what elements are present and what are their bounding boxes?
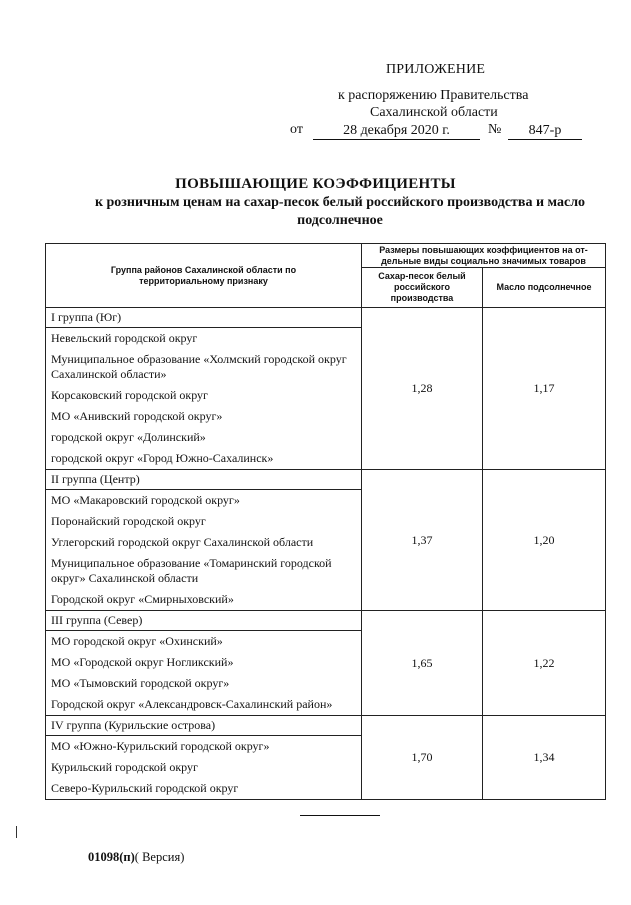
group-row <box>46 611 606 631</box>
sugar-coefficient: 1,37 <box>362 470 483 611</box>
groups-body <box>46 308 606 800</box>
document-code-number: 01098(п) <box>88 850 135 864</box>
district-item: городской округ «Город Южно-Сахалинск» <box>51 451 274 465</box>
district-item: МО «Тымовский городской округ» <box>51 676 230 690</box>
header-sunflower-oil-text: Масло подсолнечное <box>496 282 592 292</box>
district-item: Муниципальное образование «Холмский городской округ Сахалинской области» <box>51 352 347 381</box>
district-item: Курильский городской округ <box>51 760 198 774</box>
group-name: I группа (Юг) <box>46 308 362 328</box>
coefficients-table <box>45 243 606 800</box>
district-item: МО «Анивский городской округ» <box>51 409 223 423</box>
number-label: № <box>488 122 502 137</box>
header-sugar <box>362 268 483 308</box>
group-row <box>46 716 606 736</box>
sunflower-oil-coefficient: 1,34 <box>483 716 606 800</box>
district-item: МО «Южно-Курильский городской округ» <box>51 739 270 753</box>
district-item: Корсаковский городской округ <box>51 388 208 402</box>
footer-divider <box>300 815 380 816</box>
sugar-coefficient: 1,70 <box>362 716 483 800</box>
document-subtitle: к розничным ценам на сахар-песок белый российского производства и масло подсолнечное <box>94 195 586 228</box>
sunflower-oil-coefficient: 1,20 <box>483 470 606 611</box>
group-name: IV группа (Курильские острова) <box>46 716 362 736</box>
appendix-title: ПРИЛОЖЕНИЕ <box>386 62 486 77</box>
group-districts <box>46 736 362 800</box>
sunflower-oil-coefficient: 1,17 <box>483 308 606 470</box>
district-item: городской округ «Долинский» <box>51 430 206 444</box>
header-district-group-text: Группа районов Сахалинской области по территориальному признаку <box>110 264 297 286</box>
district-item: Городской округ «Александровск-Сахалинский район» <box>51 697 333 711</box>
order-date-number-row <box>290 122 590 142</box>
group-row <box>46 470 606 490</box>
district-item: МО городской округ «Охинский» <box>51 634 223 648</box>
date-label: от <box>290 122 303 137</box>
district-item: Углегорский городской округ Сахалинской области <box>51 535 314 549</box>
district-item: Городской округ «Смирныховский» <box>51 592 234 606</box>
order-number: 847-р <box>508 122 582 140</box>
group-districts <box>46 328 362 470</box>
group-districts <box>46 631 362 716</box>
group-row <box>46 308 606 328</box>
header-sugar-text: Сахар-песок белый российского производства <box>378 271 466 303</box>
document-version: ( Версия) <box>134 850 185 864</box>
district-item: МО «Городской округ Ногликский» <box>51 655 234 669</box>
appendix-reference-line: к распоряжению Правительства <box>338 88 529 103</box>
document-code <box>88 850 184 865</box>
district-item: Муниципальное образование «Томаринский городской округ» Сахалинской области <box>51 556 332 585</box>
document-title: ПОВЫШАЮЩИЕ КОЭФФИЦИЕНТЫ <box>175 176 456 192</box>
sunflower-oil-coefficient: 1,22 <box>483 611 606 716</box>
sugar-coefficient: 1,65 <box>362 611 483 716</box>
scan-mark <box>16 826 17 838</box>
header-sunflower-oil <box>483 268 606 308</box>
sugar-coefficient: 1,28 <box>362 308 483 470</box>
header-coefficient-sizes <box>362 244 606 268</box>
district-item: Северо-Курильский городской округ <box>51 781 239 795</box>
header-district-group <box>46 244 362 308</box>
order-date: 28 декабря 2020 г. <box>313 122 480 140</box>
district-item: Поронайский городской округ <box>51 514 206 528</box>
appendix-region-line: Сахалинской области <box>370 105 498 120</box>
group-name: III группа (Север) <box>46 611 362 631</box>
district-item: Невельский городской округ <box>51 331 198 345</box>
group-name: II группа (Центр) <box>46 470 362 490</box>
group-districts <box>46 490 362 611</box>
header-coefficient-sizes-text: Размеры повышающих коэффициентов на от-дельные виды социально значимых товаров <box>379 244 588 266</box>
district-item: МО «Макаровский городской округ» <box>51 493 240 507</box>
